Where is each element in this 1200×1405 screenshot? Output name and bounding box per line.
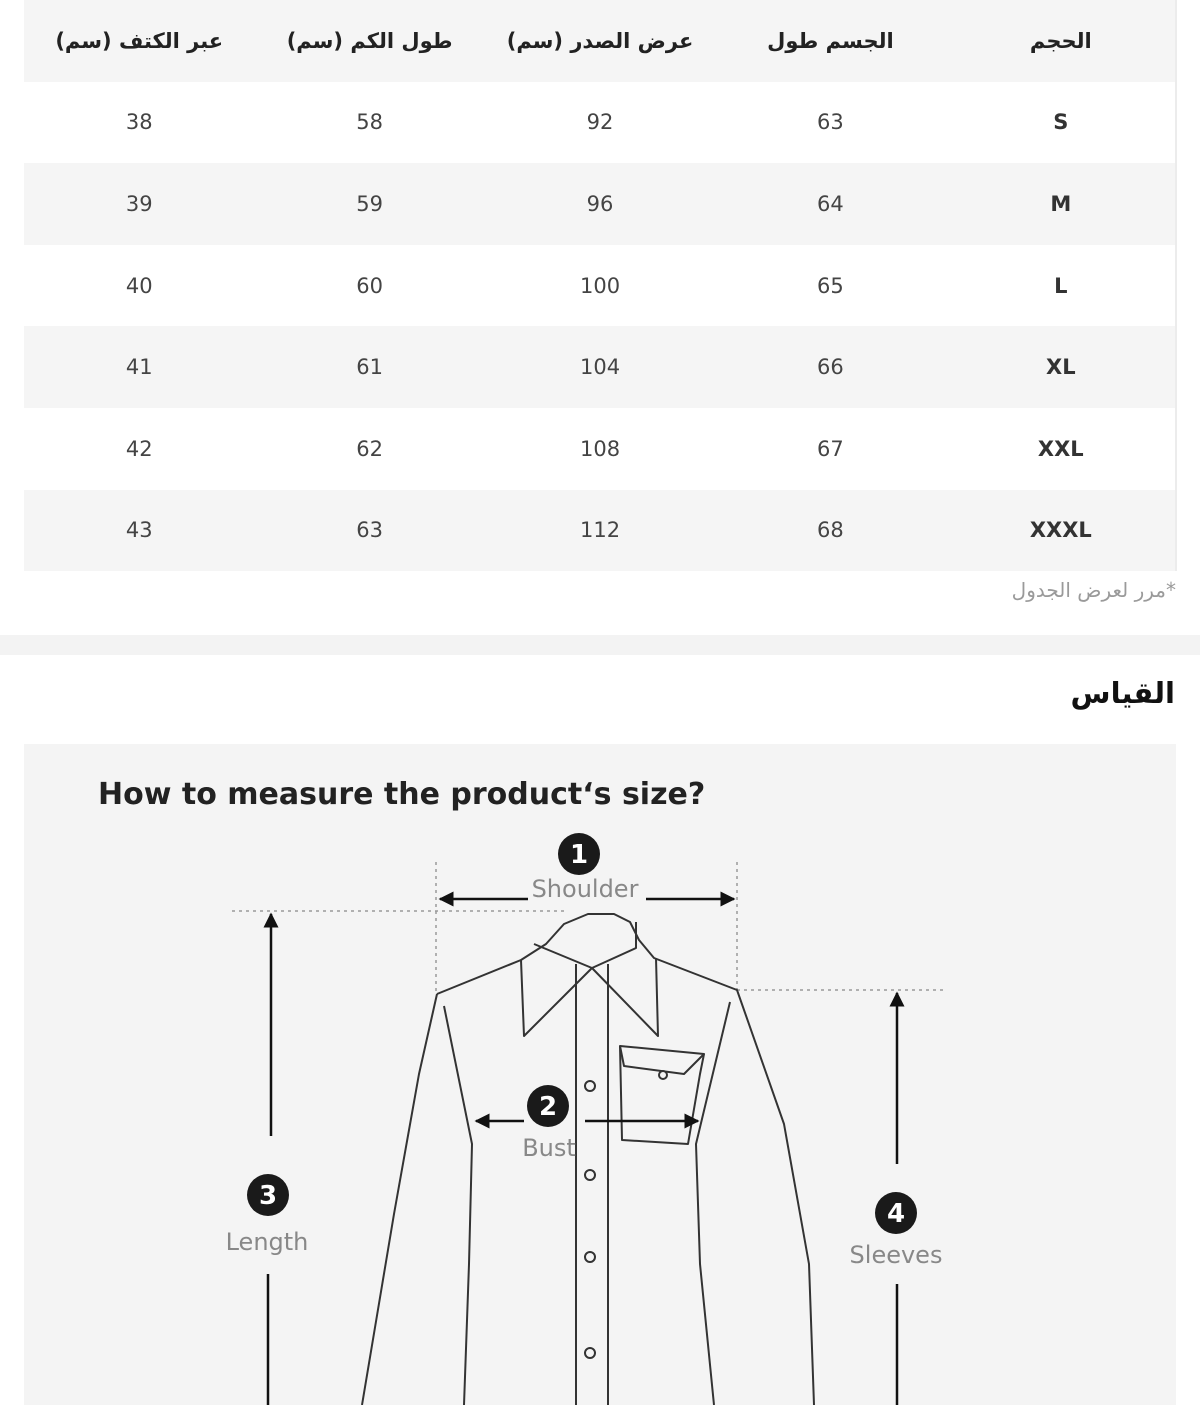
measurement-arrows <box>268 899 897 1405</box>
shirt-buttons <box>585 1071 667 1358</box>
cell-size: L <box>1054 273 1068 298</box>
cell-body-length: 66 <box>817 355 844 380</box>
cell-shoulder-width: 42 <box>125 436 153 461</box>
button-icon <box>585 1170 595 1180</box>
cell-chest-width: 112 <box>579 518 621 543</box>
marker-number: 4 <box>886 1199 906 1229</box>
header-body-length: الجسم طول <box>767 28 894 53</box>
cell-chest-width: 92 <box>586 110 614 135</box>
marker-number: 2 <box>538 1092 558 1122</box>
cell-shoulder-width: 38 <box>125 110 153 135</box>
shirt-pocket-path <box>620 1046 704 1144</box>
scroll-hint: *مرر لعرض الجدول <box>1011 578 1176 602</box>
table-row <box>24 408 1176 490</box>
size-chart-table <box>24 0 1176 571</box>
marker-number: 1 <box>569 840 589 870</box>
button-icon <box>585 1348 595 1358</box>
button-icon <box>585 1252 595 1262</box>
header-size: الحجم <box>1029 28 1092 53</box>
cell-shoulder-width: 39 <box>125 191 153 216</box>
marker-label: Length <box>225 1228 309 1256</box>
button-icon <box>585 1081 595 1091</box>
cell-size: S <box>1053 110 1069 135</box>
cell-chest-width: 104 <box>579 355 621 380</box>
cell-sleeve-length: 58 <box>356 110 383 135</box>
cell-sleeve-length: 62 <box>356 436 383 461</box>
cell-shoulder-width: 41 <box>125 355 153 380</box>
cell-sleeve-length: 63 <box>356 518 383 543</box>
header-sleeve-length: طول الكم (سم) <box>286 28 453 53</box>
cell-sleeve-length: 59 <box>356 191 383 216</box>
pocket-button-icon <box>659 1071 667 1079</box>
table-row <box>24 245 1176 327</box>
cell-size: XXXL <box>1029 518 1092 543</box>
shirt-right-inner-path <box>696 1002 730 1405</box>
cell-body-length: 65 <box>817 273 844 298</box>
cell-size: XL <box>1046 355 1076 380</box>
shirt-collar-path <box>521 958 658 1036</box>
marker-label: Bust <box>522 1134 576 1162</box>
table-row <box>24 326 1176 408</box>
cell-body-length: 67 <box>817 436 844 461</box>
table-row <box>24 163 1176 245</box>
section-divider <box>0 635 1200 655</box>
header-chest-width: عرض الصدر (سم) <box>506 28 694 53</box>
marker-bust <box>522 1085 576 1162</box>
cell-chest-width: 108 <box>579 436 621 461</box>
size-chart-table-container[interactable] <box>24 0 1176 571</box>
marker-length <box>226 1174 309 1256</box>
marker-label: Shoulder <box>531 875 639 903</box>
table-header-row <box>24 0 1176 82</box>
table-scroll-edge <box>1175 0 1177 571</box>
shirt-collar-top-path <box>534 922 636 968</box>
table-row <box>24 82 1176 164</box>
shirt-outline <box>362 914 814 1405</box>
shirt-right-side-path <box>437 914 814 1405</box>
cell-size: M <box>1050 191 1072 216</box>
cell-body-length: 64 <box>817 191 844 216</box>
marker-label: Sleeves <box>849 1241 943 1269</box>
cell-size: XXL <box>1037 436 1084 461</box>
marker-number: 3 <box>258 1181 278 1211</box>
marker-shoulder <box>532 833 639 903</box>
shirt-left-side-path <box>362 994 437 1405</box>
table-row <box>24 490 1176 572</box>
cell-sleeve-length: 60 <box>356 273 383 298</box>
shirt-left-inner-path <box>444 1006 472 1405</box>
cell-sleeve-length: 61 <box>356 355 383 380</box>
marker-sleeves <box>850 1192 943 1269</box>
cell-chest-width: 100 <box>579 273 621 298</box>
cell-body-length: 68 <box>817 518 844 543</box>
cell-chest-width: 96 <box>586 191 614 216</box>
shirt-placket-path <box>576 964 608 1405</box>
cell-shoulder-width: 40 <box>125 273 153 298</box>
cell-body-length: 63 <box>817 110 844 135</box>
cell-shoulder-width: 43 <box>125 518 153 543</box>
shirt-measurement-diagram <box>24 744 1176 1405</box>
guide-heading: How to measure the product‘s size? <box>98 777 706 812</box>
measurement-section-title: القياس <box>1070 676 1175 710</box>
measurement-guide-image <box>24 744 1176 1405</box>
header-shoulder-width: عبر الكتف (سم) <box>55 28 224 53</box>
